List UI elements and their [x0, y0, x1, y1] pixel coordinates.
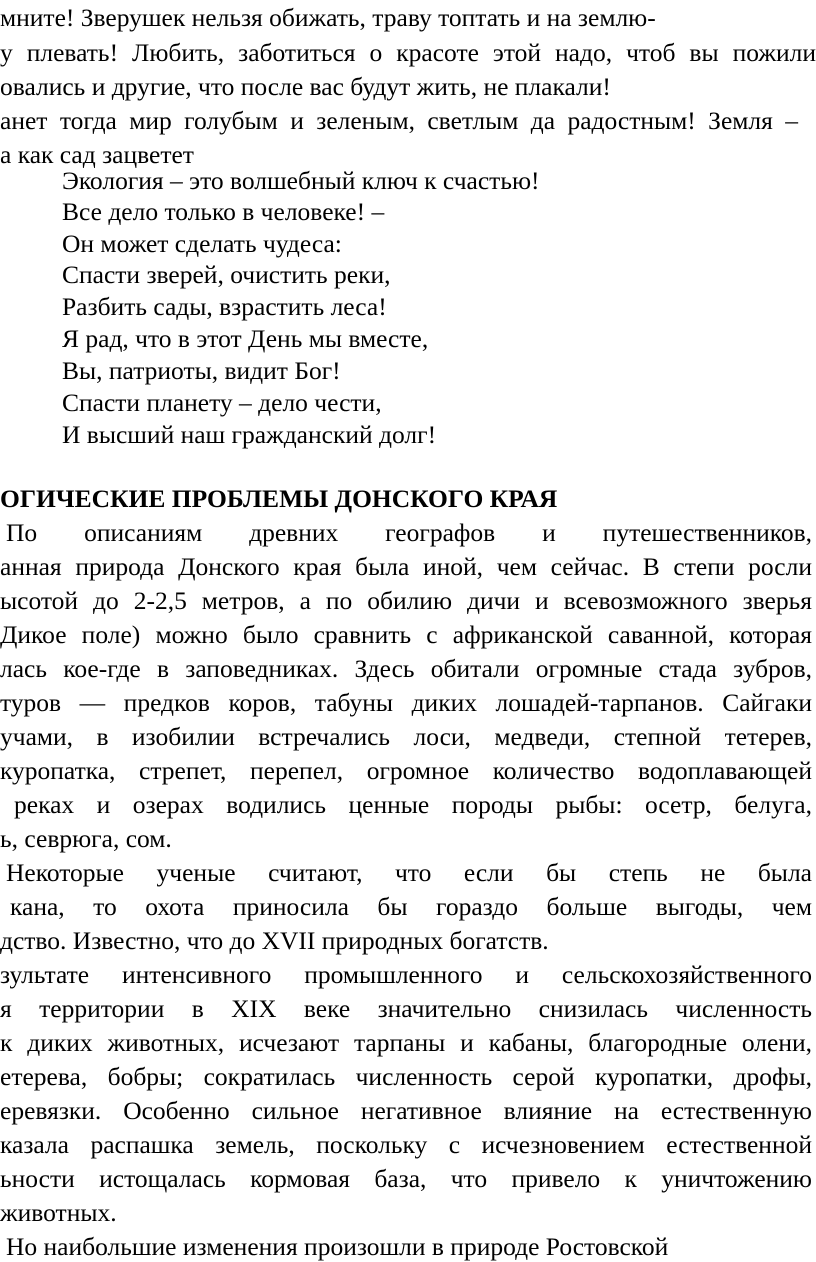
text-line: По описаниям древних географов и путешественников,: [6, 518, 812, 547]
poem-line: Он может сделать чудеса:: [62, 229, 342, 258]
text-line: к диких животных, исчезают тарпаны и кабаны, благородные олени,: [0, 1028, 812, 1057]
text-line: учами, в изобилии встречались лоси, медведи, степной тетерев,: [0, 722, 812, 751]
text-line: анет тогда мир голубым и зеленым, светлым да радостным! Земля –: [0, 106, 798, 135]
text-line: кана, то охота приносила бы гораздо больше выгоды, чем: [10, 892, 812, 921]
text-line: реках и озерах водились ценные породы рыбы: осетр, белуга,: [14, 790, 812, 819]
text-line: етерева, бобры; сократилась численность серой куропатки, дрофы,: [0, 1062, 812, 1091]
text-line: у плевать! Любить, заботиться о красоте этой надо, чтоб вы пожили: [0, 38, 816, 67]
text-line: ь, севрюга, сом.: [0, 824, 172, 853]
poem-line: Экология – это волшебный ключ к счастью!: [62, 166, 540, 195]
text-line: туров — предков коров, табуны диких лошадей-тарпанов. Сайгаки: [0, 688, 812, 717]
text-line: ьности истощалась кормовая база, что привело к уничтожению: [0, 1164, 812, 1193]
text-line: Дикое поле) можно было сравнить с африканской саванной, которая: [0, 620, 812, 649]
poem-line: Вы, патриоты, видит Бог!: [62, 356, 341, 385]
text-line: ысотой до 2-2,5 метров, а по обилию дичи и всевозможного зверья: [0, 586, 812, 615]
text-line: еревязки. Особенно сильное негативное влияние на естественную: [0, 1096, 812, 1125]
poem-line: Разбить сады, взрастить леса!: [62, 292, 387, 321]
poem-line: Спасти планету – дело чести,: [62, 388, 382, 417]
text-line: Некоторые ученые считают, что если бы степь не была: [6, 858, 812, 887]
text-line: овались и другие, что после вас будут жить, не плакали!: [0, 72, 611, 101]
text-line: Но наибольшие изменения произошли в природе Ростовской: [6, 1232, 669, 1261]
poem-line: Все дело только в человеке! –: [62, 197, 385, 226]
section-heading: ОГИЧЕСКИЕ ПРОБЛЕМЫ ДОНСКОГО КРАЯ: [0, 484, 558, 513]
text-line: животных.: [0, 1198, 117, 1227]
poem-line: И высший наш гражданский долг!: [62, 420, 437, 449]
poem-line: Я рад, что в этот День мы вместе,: [62, 324, 429, 353]
text-line: а как сад зацветет: [0, 140, 194, 169]
text-line: анная природа Донского края была иной, чем сейчас. В степи росли: [0, 552, 812, 581]
text-line: казала распашка земель, поскольку с исчезновением естественной: [0, 1130, 812, 1159]
poem-line: Спасти зверей, очистить реки,: [62, 260, 391, 289]
text-line: мните! Зверушек нельзя обижать, траву топтать и на землю-: [0, 3, 656, 32]
text-line: лась кое-где в заповедниках. Здесь обитали огромные стада зубров,: [0, 654, 812, 683]
text-line: куропатка, стрепет, перепел, огромное количество водоплавающей: [0, 756, 812, 785]
text-line: я территории в XIX веке значительно снизилась численность: [0, 994, 812, 1023]
text-line: дство. Известно, что до XVII природных богатств.: [0, 926, 549, 955]
text-line: зультате интенсивного промышленного и сельскохозяйственного: [0, 960, 812, 989]
